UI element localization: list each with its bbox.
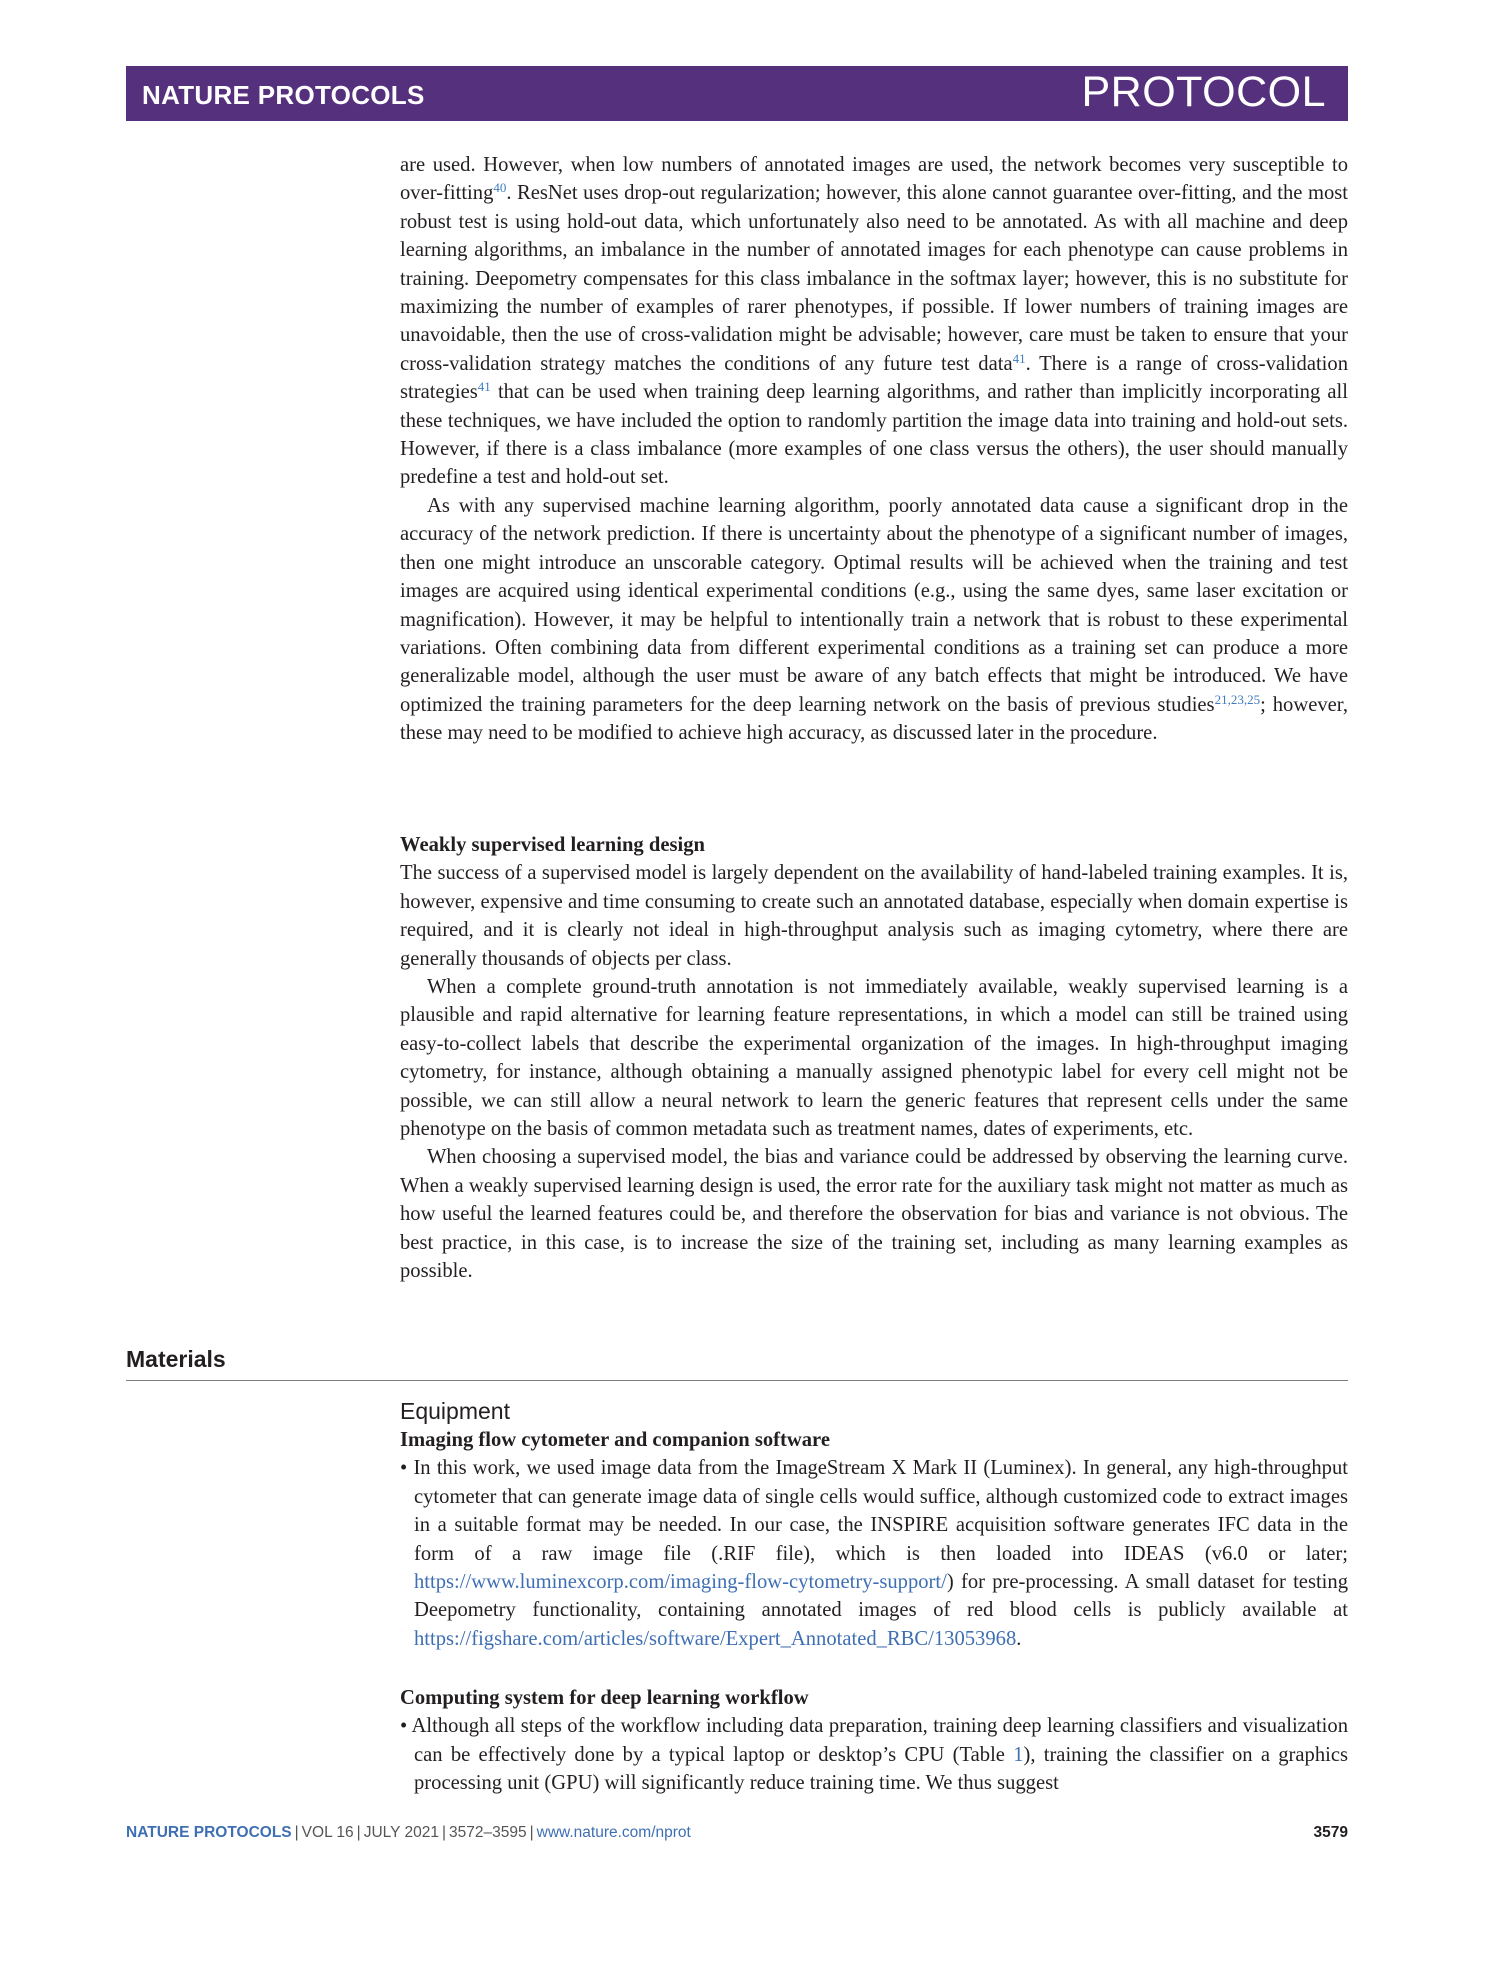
link-luminex-support[interactable]: https://www.luminexcorp.com/imaging-flow-cytometry-support/ xyxy=(414,1571,947,1594)
section-heading-materials: Materials xyxy=(126,1346,1348,1381)
citation-40[interactable]: 40 xyxy=(493,180,507,196)
computing-section xyxy=(400,1684,1348,1798)
footer-journal: NATURE PROTOCOLS xyxy=(126,1824,292,1841)
citation-41[interactable]: 41 xyxy=(477,379,491,395)
bullet-imaging-flow-cytometer: • In this work, we used image data from the ImageStream X Mark II (Luminex). In general, any high-throughput cytometer that can generate image data of single cells would suffice, although customized code to extract images in a suitable format may be needed. In our case, the INSPIRE acquisition software generates IFC data in the form of a raw image file (.RIF file), which is then loaded into IDEAS (v6.0 or later; https://www.luminexcorp.com/imaging-flow-cytometry-support/) for pre-processing. A small dataset for testing Deepometry functionality, containing annotated images of red blood cells is publicly available at https://figshare.com/articles/software/Expert_Annotated_RBC/13053968. xyxy=(400,1457,1348,1650)
subsection-heading-ifc: Imaging flow cytometer and companion software xyxy=(400,1429,830,1451)
paragraph-bias-variance: When choosing a supervised model, the bias and variance could be addressed by observing the learning curve. When a weakly supervised learning design is used, the error rate for the auxiliary task might not matter as much as how useful the learned features could be, and therefore the observation for bias and variance is not obvious. The best practice, in this case, is to increase the size of the training set, including as many learning examples as possible. xyxy=(400,1146,1348,1283)
paragraph-supervised-model: The success of a supervised model is largely dependent on the availability of hand-labeled training examples. It is, however, expensive and time consuming to create such an annotated database, especially when domain expertise is required, and it is clearly not ideal in high-throughput analysis such as imaging cytometry, where there are generally thousands of objects per class. xyxy=(400,862,1348,970)
subsection-heading-computing: Computing system for deep learning workflow xyxy=(400,1687,809,1709)
citation-41[interactable]: 41 xyxy=(1012,350,1026,366)
page-number: 3579 xyxy=(1313,1824,1348,1841)
link-table-1[interactable]: 1 xyxy=(1013,1743,1024,1766)
journal-name: NATURE PROTOCOLS xyxy=(142,80,425,110)
equipment-title: Equipment xyxy=(400,1398,510,1424)
citation-21-23-25[interactable]: 21,23,25 xyxy=(1214,691,1261,707)
header-bar xyxy=(126,66,1348,121)
footer-pages: 3572–3595 xyxy=(449,1824,527,1841)
article-type-label: PROTOCOL xyxy=(1081,68,1326,116)
footer-url-link[interactable]: www.nature.com/nprot xyxy=(536,1824,691,1841)
main-text-column xyxy=(400,151,1348,748)
subsection-heading-weakly-supervised: Weakly supervised learning design xyxy=(400,834,705,856)
equipment-section xyxy=(400,1396,1348,1653)
paragraph-ground-truth: When a complete ground-truth annotation is not immediately available, weakly supervised learning is a plausible and rapid alternative for learning feature representations, in which a model can still be trained using easy-to-collect labels that describe the experimental organization of the images. In high-throughput imaging cytometry, for instance, although obtaining a manually assigned phenotypic label for every cell might not be possible, we can still allow a neural network to learn the generic features that represent cells under the same phenotype on the basis of common metadata such as treatment names, dates of experiments, etc. xyxy=(400,976,1348,1141)
link-figshare-dataset[interactable]: https://figshare.com/articles/software/Expert_Annotated_RBC/13053968 xyxy=(414,1627,1017,1650)
bullet-computing-system: • Although all steps of the workflow including data preparation, training deep learning classifiers and visualization can be effectively done by a typical laptop or desktop’s CPU (Table 1), training the classifier on a graphics processing unit (GPU) will significantly reduce training time. We thus suggest xyxy=(400,1715,1348,1795)
footer-volume: VOL 16 xyxy=(301,1824,354,1841)
paragraph-annotation-quality: As with any supervised machine learning algorithm, poorly annotated data cause a significant drop in the accuracy of the network prediction. If there is uncertainty about the phenotype of a significant number of images, then one might introduce an unscorable category. Optimal results will be achieved when the training and test images are acquired using identical experimental conditions (e.g., using the same dyes, same laser excitation or magnification). However, it may be helpful to intentionally train a network that is robust to these experimental variations. Often combining data from different experimental conditions as a training set can produce a more generalizable model, although the user must be aware of any batch effects that might be introduced. We have optimized the training parameters for the deep learning network on the basis of previous studies$^{21,23,25}$; however, these may need to be modified to achieve high accuracy, as discussed later in the procedure. xyxy=(400,494,1348,745)
weakly-supervised-section xyxy=(400,831,1348,1286)
footer-date: JULY 2021 xyxy=(363,1824,439,1841)
page-footer xyxy=(126,1824,1348,1848)
paragraph-overfitting: are used. However, when low numbers of annotated images are used, the network becomes very susceptible to over-fitting$^{40}$. ResNet uses drop-out regularization; however, this alone cannot guarantee over-fitting, and the most robust test is using hold-out data, which unfortunately also need to be annotated. As with all machine and deep learning algorithms, an imbalance in the number of annotated images for each phenotype can cause problems in training. Deepometry compensates for this class imbalance in the softmax layer; however, this is no substitute for maximizing the number of examples of rarer phenotypes, if possible. If lower numbers of training images are unavoidable, then the use of cross-validation might be advisable; however, care must be taken to ensure that your cross-validation strategy matches the conditions of any future test data$^{41}$. There is a range of cross-validation strategies$^{41}$ that can be used when training deep learning algorithms, and rather than implicitly incorporating all these techniques, we have included the option to randomly partition the image data into training and hold-out sets. However, if there is a class imbalance (more examples of one class versus the others), the user should manually predefine a test and hold-out set. xyxy=(400,154,1348,489)
footer-citation: NATURE PROTOCOLS | VOL 16 | JULY 2021 | 3572–3595 | www.nature.com/nprot xyxy=(126,1824,691,1841)
